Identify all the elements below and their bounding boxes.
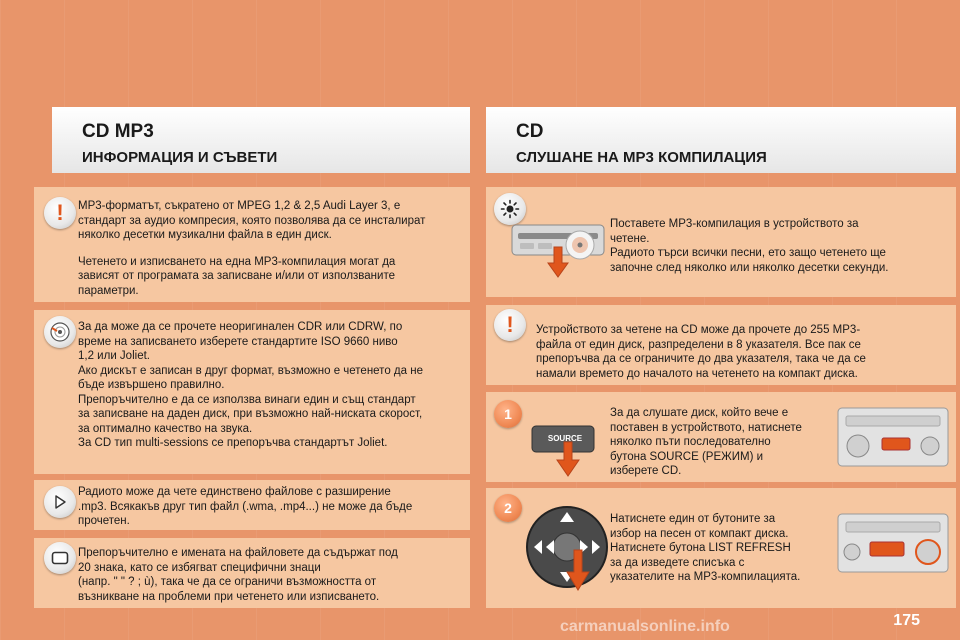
reader-line: препоръчва да се ограничите до два указателя, така че да се [536,353,866,365]
cdr-line: За да може да се прочете неоригинален CDR или CDRW, по [78,321,403,333]
insert-compilation-box [486,187,956,297]
radio-list-panel-illustration [836,510,950,576]
cdr-line: за записване на даден диск, при възможно най-ниската скорост, [78,408,423,420]
file-names-box [34,538,470,608]
right-section-title: CD [516,121,544,142]
step1-line: няколко пъти последователно [610,436,771,448]
step2-line: Натиснете бутона LIST REFRESH [610,542,791,554]
radio-panel-illustration [836,404,950,470]
cd-player-illustration [510,223,606,279]
exclamation-icon [494,309,526,341]
step2-line: избор на песен от компакт диска. [610,527,789,540]
step-2-number: 2 [494,494,522,522]
right-section-subtitle: СЛУШАНЕ НА МР3 КОМПИЛАЦИЯ [516,149,767,166]
mp3-line: .mp3. Всякакъв друг тип файл (.wma, .mp4...) не може да бъде [78,500,413,513]
cdr-line: За CD тип multi-sessions се препоръчва стандартът Joliet. [78,437,388,449]
step1-line: поставен в устройството, натиснете [610,421,802,434]
info-line: стандарт за аудио компресия, която позволява да се инсталират [78,214,426,227]
step2-line: за да изведете списъка с [610,556,745,569]
step1-line: За да слушате диск, който вече е [610,407,789,419]
names-line: (напр. " " ? ; ù), така че да се ограничи възможността от [78,576,377,588]
insert-line: Радиото търси всички песни, ето защо четенето ще [610,247,886,259]
info-line: параметри. [78,284,139,297]
exclamation-icon [44,197,76,229]
left-section-subtitle: ИНФОРМАЦИЯ И СЪВЕТИ [82,149,278,166]
cdr-line: бъде извършено правилно. [78,379,225,391]
cdr-line: Препоръчително е да се използва винаги един и същ стандарт [78,393,416,406]
navigation-pad-illustration [522,502,612,592]
cdr-line: за оптимално качество на звука. [78,422,253,435]
right-section-header [486,107,956,173]
mp3-line: Радиото може да чете единствено файлове с разширение [78,486,391,498]
reader-line: Устройството за четене на CD може да прочете до 255 МР3- [536,324,861,336]
insert-line: четене. [610,232,650,245]
mp3-extension-box [34,480,470,530]
cdr-line: Ако дискът е записан в друг формат, възможно е четенето да не [78,364,423,377]
step1-line: изберете CD. [610,465,682,477]
step1-line: бутона SOURCE (РЕЖИМ) и [610,450,764,463]
play-triangle-icon [44,486,76,518]
step-2-box [486,488,956,608]
cdr-standards-box [34,310,470,474]
reader-line: намали времето до началото на четенето на компакт диска. [536,367,858,380]
rectangle-icon [44,542,76,574]
cd-reader-limits-box [486,305,956,385]
names-line: възникване на проблеми при четенето или изписването. [78,590,380,603]
insert-line: започне след няколко или няколко десетки секунди. [610,261,889,274]
page-number: 175 [893,612,920,629]
step-1-box [486,392,956,482]
reader-line: файла от един диск, разпределени в 8 указателя. Все пак се [536,338,861,351]
info-line: Четенето и изписването на една МР3-компилация могат да [78,255,396,268]
insert-line: Поставете МР3-компилация в устройството за [610,218,859,230]
step-1-number: 1 [494,400,522,428]
info-line: няколко десетки музикални файла в един диск. [78,229,332,241]
source-button[interactable]: SOURCE [547,434,583,443]
step2-line: Натиснете един от бутоните за [610,513,776,525]
names-line: Препоръчително е имената на файловете да съдържат под [78,547,398,559]
watermark: carmanualsonline.info [560,618,730,635]
cdr-line: време на записването изберете стандартите ISO 9660 ниво [78,335,398,348]
names-line: 20 знака, като се избягват специфични знаци [78,561,321,574]
mp3-line: прочетен. [78,515,130,527]
left-section-header [52,107,470,173]
info-line: МР3-форматът, съкратено от MPEG 1,2 & 2,5 Audi Layer 3, е [78,200,401,212]
step2-line: указателите на МР3-компилацията. [610,571,801,583]
info-line: зависят от програмата за записване и/или от използваните [78,270,395,282]
mp3-format-info-box [34,187,470,302]
left-section-title: CD MP3 [82,121,154,142]
cd-disc-icon [44,316,76,348]
cdr-line: 1,2 или Joliet. [78,350,150,362]
sun-icon [494,193,526,225]
